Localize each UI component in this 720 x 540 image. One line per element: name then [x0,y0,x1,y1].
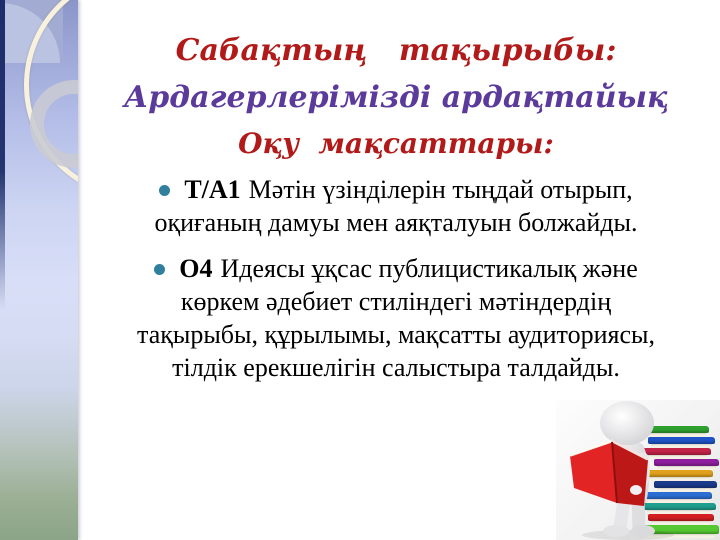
objectives-heading: Оқу мақсаттары: [238,127,554,160]
bullet-icon [154,264,165,275]
objective-line: тілдік ерекшелігін салыстыра талдайды. [172,353,620,382]
objective-line [80,173,712,206]
person-reading-icon [556,400,720,540]
objective-text: Идеясы ұқсас публицистикалық және [220,254,638,283]
objective-code: О4 [179,254,213,283]
objective-item [80,252,712,384]
objectives-list [80,173,712,384]
navy-edge-decoration [0,0,5,310]
bullet-icon [159,185,170,196]
objective-code: Т/А1 [184,175,241,204]
objective-line [80,252,712,285]
slide-subtitle: Ардагерлерімізді ардақтайық [123,80,669,115]
open-book-left-cover [570,442,617,503]
objective-item [80,173,712,239]
objective-line: тақырыбы, құрылымы, мақсатты аудиториясы, [137,320,655,349]
objective-text: Мәтін үзінділерін тыңдай отырып, [248,175,633,204]
slide-content [80,27,712,384]
objective-line: оқиғаның дамуы мен аяқталуын болжайды. [154,208,638,237]
slide-title: Сабақтың тақырыбы: [175,33,617,68]
left-decorative-strip [0,0,78,540]
objective-line: көркем әдебиет стиліндегі мәтіндердің [180,287,612,316]
reading-figure-illustration [556,400,720,540]
